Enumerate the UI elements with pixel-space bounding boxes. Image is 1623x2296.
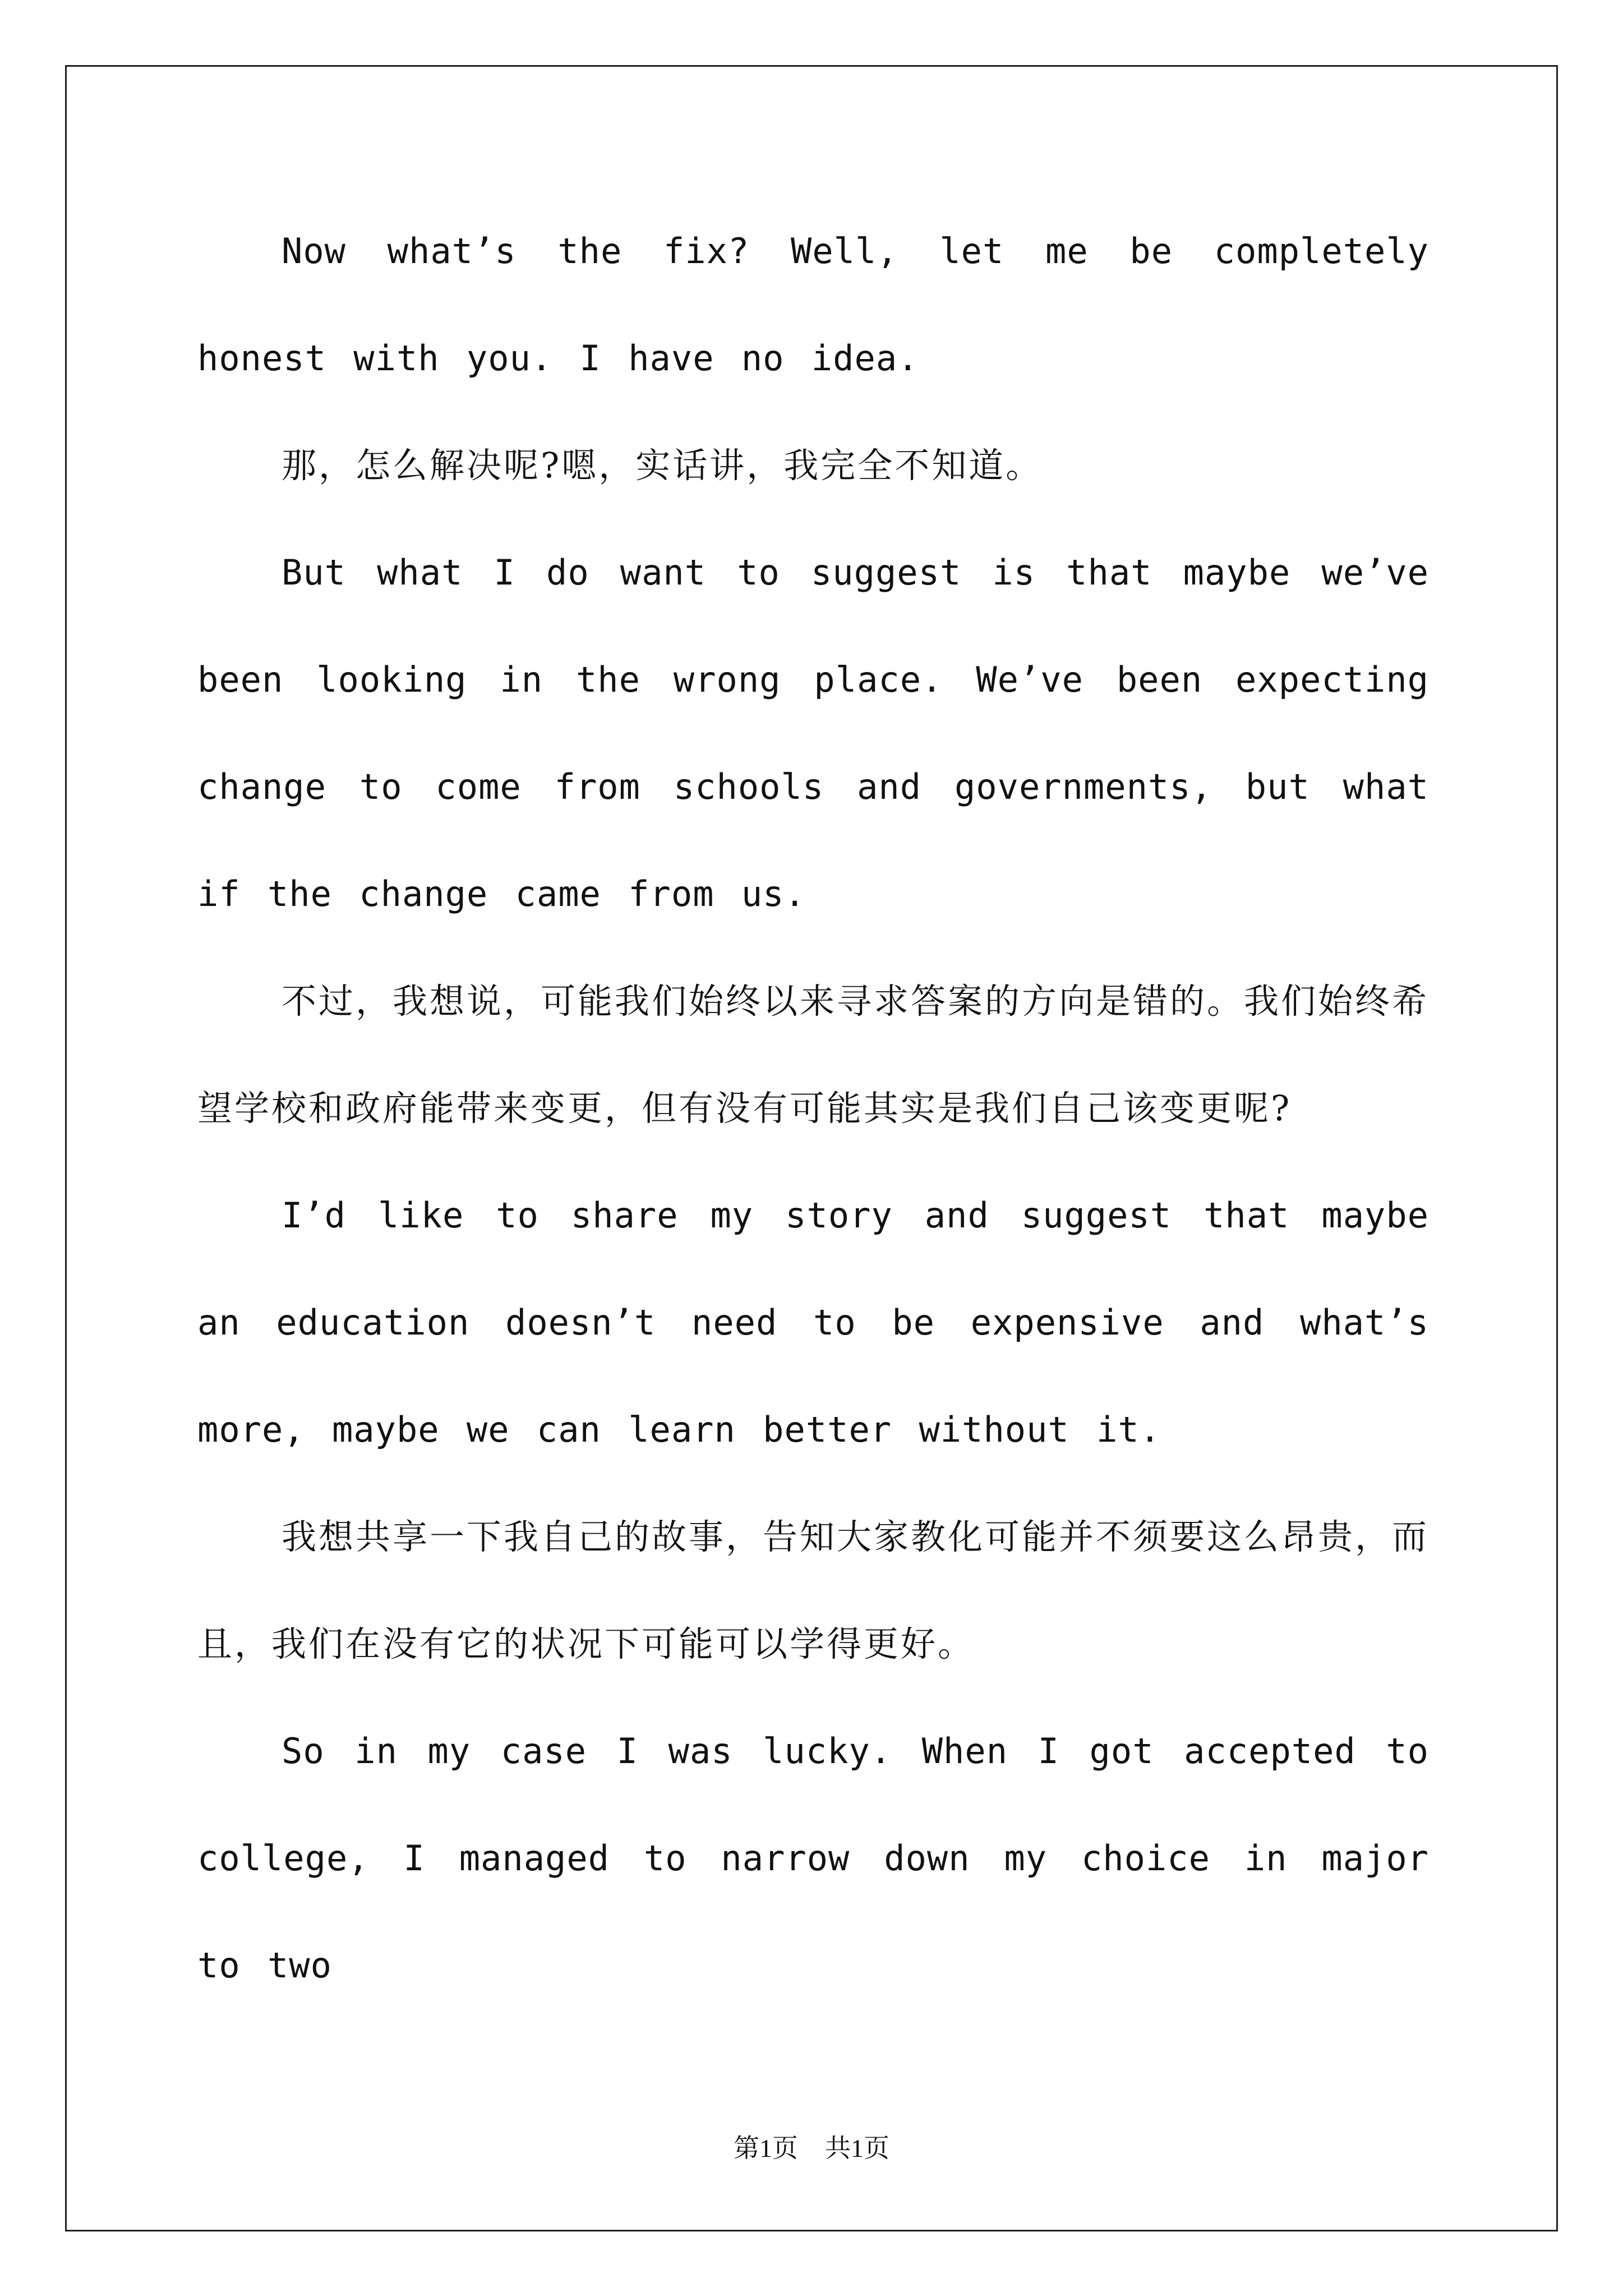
paragraph-zh-3: 我想共享一下我自己的故事，告知大家教化可能并不须要这么昂贵，而且，我们在没有它的状况下可能可以学得更好。 bbox=[197, 1516, 1430, 1664]
page-total: 共1页 bbox=[825, 2134, 889, 2162]
paragraph-en-3: I’d like to share my story and suggest that maybe an education doesn’t need to be expensive and what’s more, maybe we can learn better without it. bbox=[197, 1195, 1429, 1450]
paragraph-zh-1: 那，怎么解决呢?嗯，实话讲，我完全不知道。 bbox=[282, 445, 1043, 486]
paragraph-zh-2: 不过，我想说，可能我们始终以来寻求答案的方向是错的。我们始终希望学校和政府能带来变更，但有没有可能其实是我们自己该变更呢? bbox=[197, 981, 1430, 1129]
page-number: 第1页 bbox=[734, 2134, 798, 2162]
paragraph-en-4: So in my case I was lucky. When I got accepted to college, I managed to narrow down my choice in major to two bbox=[197, 1731, 1429, 1986]
paragraph-en-2: But what I do want to suggest is that maybe we’ve been looking in the wrong place. We’ve been expecting change to come from schools and governments, but what if the change came from us. bbox=[197, 552, 1429, 914]
page-footer bbox=[0, 2132, 1623, 2165]
document-body bbox=[197, 197, 1429, 2019]
paragraph-en-1: Now what’s the fix? Well, let me be completely honest with you. I have no idea. bbox=[197, 231, 1429, 379]
